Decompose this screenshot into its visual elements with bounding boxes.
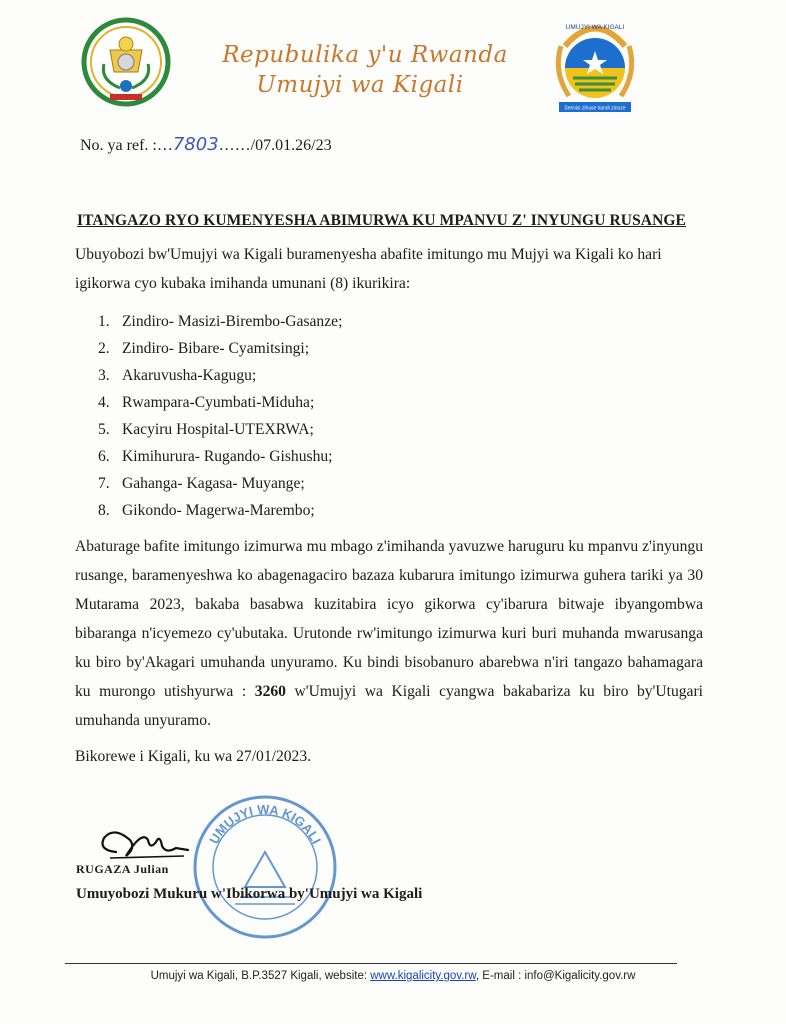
footer-email: , E-mail : info@Kigalicity.gov.rw <box>475 970 636 982</box>
website-link[interactable]: www.kigalicity.gov.rw <box>370 970 476 982</box>
list-item: 5. Kacyiru Hospital-UTEXRWA; <box>98 421 314 438</box>
footer <box>0 970 786 982</box>
rwanda-coat-of-arms-icon <box>80 14 172 114</box>
list-item: 8. Gikondo- Magerwa-Marembo; <box>98 502 315 519</box>
kigali-logo-text: UMUJYI WA KIGALI <box>565 24 625 31</box>
list-item: 3. Akaruvusha-Kagugu; <box>98 367 257 384</box>
list-item: 6. Kimihurura- Rugando- Gishushu; <box>98 448 333 465</box>
ref-suffix: ……/07.01.26/23 <box>218 137 332 154</box>
kigali-logo-motto: Serivisi zihuse kandi zinoze <box>564 105 626 112</box>
body-paragraph: Abaturage bafite imitungo izimurwa mu mbago z'imihanda yavuzwe haruguru ku mpanvu z'inyungu rusange, baramenyeshwa ko abagenagaciro bazaza kubarura imitungo izimurwa guhera tariki ya 30 Mutarama 2023, bakaba basabwa kuzitabira icyo gikorwa cy'ibarura bitwaje ibyangombwa bibaranga n'icyemezo cy'ubutaka. Urutonde rw'imitungo izimurwa kuri buri muhanda mwarusanga ku biro by'Akagari umuhanda unyuramo. Ku bindi bisobanuro abarebwa n'iri tangazo bahamagara ku murongo utishyurwa : 3260 w'Umujyi wa Kigali cyangwa bakabariza ku biro by'Utugari umuhanda unyuramo. <box>75 538 703 729</box>
signatory-name: RUGAZA Julian <box>76 862 169 876</box>
list-item: 7. Gahanga- Kagasa- Muyange; <box>98 475 305 492</box>
date-line: Bikorewe i Kigali, ku wa 27/01/2023. <box>75 748 312 765</box>
footer-divider <box>65 963 677 964</box>
list-item: 1. Zindiro- Masizi-Birembo-Gasanze; <box>98 313 343 330</box>
notice-title: ITANGAZO RYO KUMENYESHA ABIMURWA KU MPANVU Z' INYUNGU RUSANGE <box>77 212 686 229</box>
ref-prefix: No. ya ref. :… <box>80 137 173 154</box>
ref-handwritten: 7803 <box>172 134 219 155</box>
header-city: Umujyi wa Kigali <box>256 72 464 98</box>
kigali-city-logo-icon <box>545 16 645 120</box>
svg-text:UMUJYI WA KIGALI <box>206 802 324 847</box>
list-item: 2. Zindiro- Bibare- Cyamitsingi; <box>98 340 310 357</box>
official-stamp-icon <box>190 792 340 942</box>
stamp-text: UMUJYI WA KIGALI <box>206 801 325 847</box>
signatory-title: Umuyobozi Mukuru w'Ibikorwa by'Umujyi wa Kigali <box>76 886 423 902</box>
hotline-number: 3260 <box>254 683 286 700</box>
list-item: 4. Rwampara-Cyumbati-Miduha; <box>98 394 315 411</box>
road-list <box>98 308 342 524</box>
footer-address: Umujyi wa Kigali, B.P.3527 Kigali, website: <box>150 970 371 982</box>
reference-number <box>80 134 332 155</box>
intro-paragraph: Ubuyobozi bw'Umujyi wa Kigali buramenyesha abafite imitungo mu Mujyi wa Kigali ko hari igikorwa cyo kubaka imihanda umunani (8) ikurikira: <box>75 246 662 292</box>
header-country: Repubulika y'u Rwanda <box>222 42 508 68</box>
